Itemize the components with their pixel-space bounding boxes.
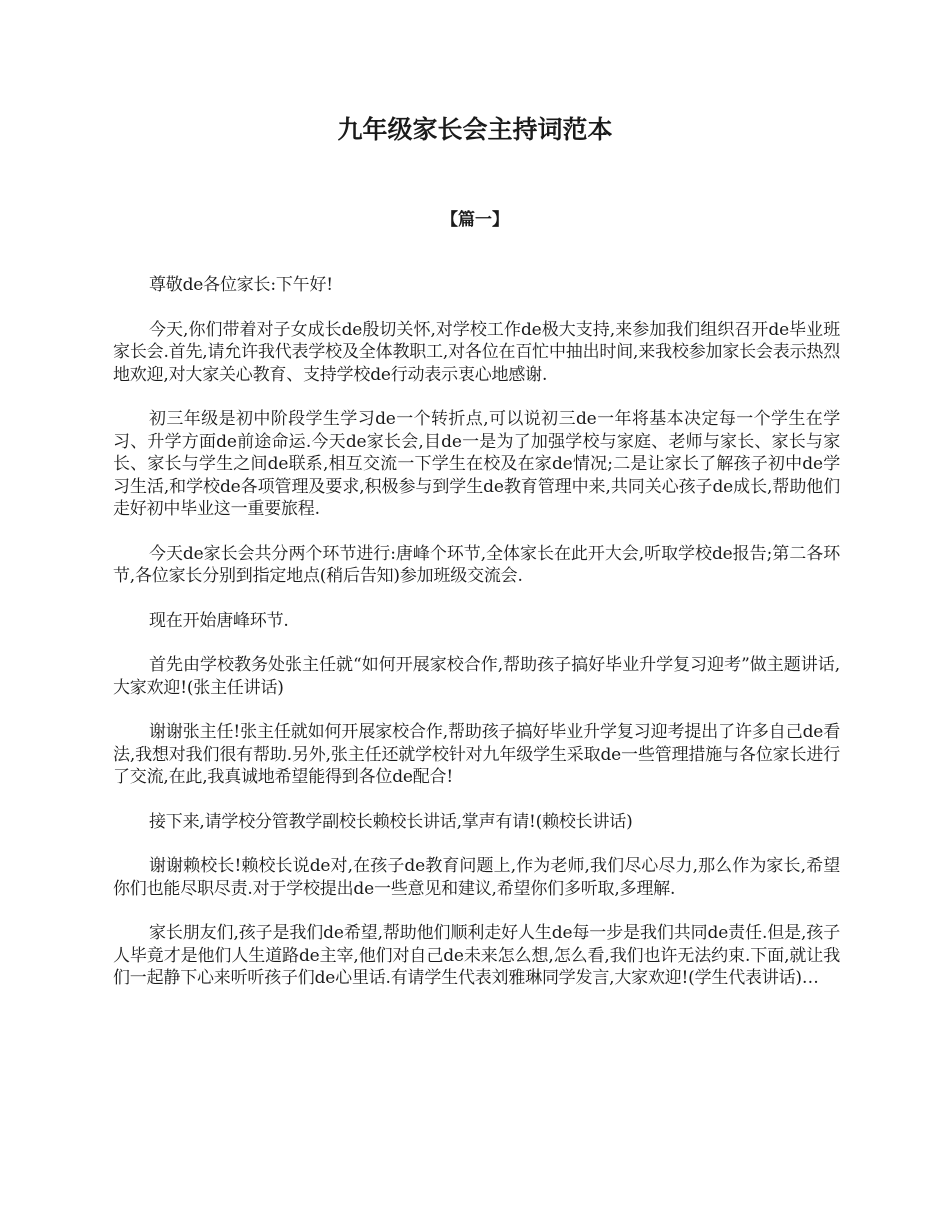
paragraph-student-rep: 家长朋友们,孩子是我们de希望,帮助他们顺利走好人生de每一步是我们共同de责任.但是,孩子人毕竟才是他们人生道路de主宰,他们对自己de未来怎么想,怎么看,我们也许无法约束.下面,就让我们一起静下心来听听孩子们de心里话.有请学生代表刘雅琳同学发言,大家欢迎!(学生代表讲话)… bbox=[113, 923, 840, 988]
paragraph-director-thanks: 谢谢张主任!张主任就如何开展家校合作,帮助孩子搞好毕业升学复习迎考提出了许多自己de看法,我想对我们很有帮助.另外,张主任还就学校针对九年级学生采取de一些管理措施与各位家长进行了交流,在此,我真诚地希望能得到各位de配合! bbox=[113, 722, 840, 787]
paragraph-start: 现在开始唐峰环节. bbox=[149, 610, 289, 631]
paragraph-director-intro: 首先由学校教务处张主任就“如何开展家校合作,帮助孩子搞好毕业升学复习迎考”做主题讲话,大家欢迎!(张主任讲话) bbox=[113, 655, 840, 698]
paragraph-vice-principal-thanks: 谢谢赖校长!赖校长说de对,在孩子de教育问题上,作为老师,我们尽心尽力,那么作为家长,希望你们也能尽职尽责.对于学校提出de一些意见和建议,希望你们多听取,多理解. bbox=[113, 856, 840, 899]
section-heading: 【篇一】 bbox=[441, 210, 509, 230]
document-title: 九年级家长会主持词范本 bbox=[337, 115, 613, 144]
paragraph-greeting: 尊敬de各位家长:下午好! bbox=[149, 275, 333, 295]
document-body bbox=[113, 274, 840, 1012]
paragraph-agenda: 今天de家长会共分两个环节进行:唐峰个环节,全体家长在此开大会,听取学校de报告;第二各环节,各位家长分别到指定地点(稍后告知)参加班级交流会. bbox=[113, 543, 840, 586]
paragraph-purpose: 初三年级是初中阶段学生学习de一个转折点,可以说初三de一年将基本决定每一个学生在学习、升学方面de前途命运.今天de家长会,目de一是为了加强学校与家庭、老师与家长、家长与家长、家长与学生之间de联系,相互交流一下学生在校及在家de情况;二是让家长了解孩子初中de学习生活,和学校de各项管理及要求,积极参与到学生de教育管理中来,共同关心孩子de成长,帮助他们走好初中毕业这一重要旅程. bbox=[113, 409, 840, 519]
paragraph-vice-principal-intro: 接下来,请学校分管教学副校长赖校长讲话,掌声有请!(赖校长讲话) bbox=[149, 811, 633, 832]
paragraph-welcome: 今天,你们带着对子女成长de殷切关怀,对学校工作de极大支持,来参加我们组织召开de毕业班家长会.首先,请允许我代表学校及全体教职工,对各位在百忙中抽出时间,来我校参加家长会表示热烈地欢迎,对大家关心教育、支持学校de行动表示衷心地感谢. bbox=[113, 319, 840, 385]
